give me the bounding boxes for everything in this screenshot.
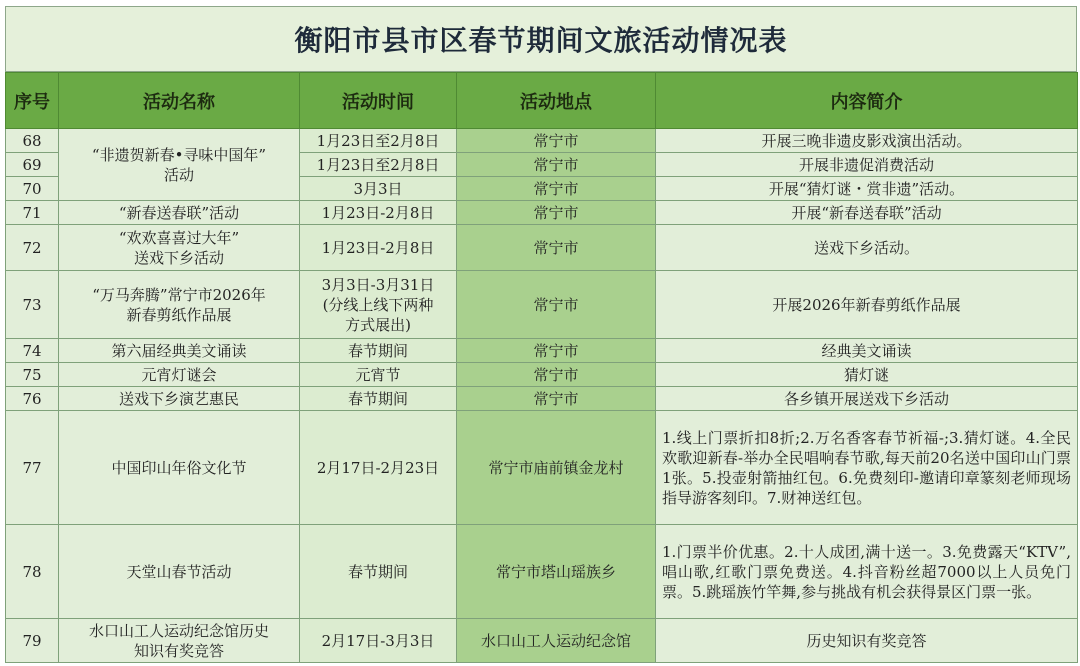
header-place: 活动地点 bbox=[457, 73, 656, 129]
row-name-line: 送戏下乡活动 bbox=[133, 248, 224, 267]
row-time-line: (分线上线下两种 bbox=[322, 295, 434, 314]
row-place: 常宁市 bbox=[457, 129, 656, 153]
row-id: 69 bbox=[6, 153, 59, 177]
row-id: 74 bbox=[6, 339, 59, 363]
row-time: 2月17日-2月23日 bbox=[300, 411, 457, 525]
row-id: 71 bbox=[6, 201, 59, 225]
table-row bbox=[6, 225, 1078, 271]
header-name: 活动名称 bbox=[59, 73, 300, 129]
row-place: 常宁市 bbox=[457, 201, 656, 225]
table-row bbox=[6, 339, 1078, 363]
row-name: 元宵灯谜会 bbox=[59, 363, 300, 387]
activity-table bbox=[5, 72, 1078, 663]
row-time-line: 方式展出) bbox=[345, 315, 411, 334]
row-name: 天堂山春节活动 bbox=[59, 525, 300, 619]
row-time: 春节期间 bbox=[300, 387, 457, 411]
row-id: 77 bbox=[6, 411, 59, 525]
row-id: 68 bbox=[6, 129, 59, 153]
row-time: 1月23日至2月8日 bbox=[300, 129, 457, 153]
row-time: 3月3日 bbox=[300, 177, 457, 201]
table-row bbox=[6, 271, 1078, 339]
table-row bbox=[6, 619, 1078, 663]
table-header-row bbox=[6, 73, 1078, 129]
table-row bbox=[6, 363, 1078, 387]
row-id: 70 bbox=[6, 177, 59, 201]
header-time: 活动时间 bbox=[300, 73, 457, 129]
row-name bbox=[59, 271, 300, 339]
row-place: 常宁市 bbox=[457, 387, 656, 411]
row-time: 1月23日-2月8日 bbox=[300, 225, 457, 271]
row-name-line: “欢欢喜喜过大年” bbox=[118, 228, 240, 247]
row-place: 常宁市塔山瑶族乡 bbox=[457, 525, 656, 619]
row-time: 2月17日-3月3日 bbox=[300, 619, 457, 663]
row-desc: 各乡镇开展送戏下乡活动 bbox=[656, 387, 1078, 411]
row-desc: 历史知识有奖竞答 bbox=[656, 619, 1078, 663]
row-name-line: 知识有奖竞答 bbox=[133, 641, 224, 660]
table-row bbox=[6, 411, 1078, 525]
row-name-line: “万马奔腾”常宁市2026年 bbox=[92, 285, 266, 304]
row-place: 常宁市 bbox=[457, 339, 656, 363]
row-id: 76 bbox=[6, 387, 59, 411]
row-place: 常宁市 bbox=[457, 225, 656, 271]
row-name: 第六届经典美文诵读 bbox=[59, 339, 300, 363]
header-desc: 内容简介 bbox=[656, 73, 1078, 129]
row-name-line: 水口山工人运动纪念馆历史 bbox=[88, 621, 269, 640]
row-time: 春节期间 bbox=[300, 525, 457, 619]
row-id: 75 bbox=[6, 363, 59, 387]
row-name: “新春送春联”活动 bbox=[59, 201, 300, 225]
row-time: 元宵节 bbox=[300, 363, 457, 387]
header-id: 序号 bbox=[6, 73, 59, 129]
row-name: 送戏下乡演艺惠民 bbox=[59, 387, 300, 411]
row-desc: 开展三晚非遗皮影戏演出活动。 bbox=[656, 129, 1078, 153]
row-desc: 开展非遗促消费活动 bbox=[656, 153, 1078, 177]
row-place: 常宁市 bbox=[457, 271, 656, 339]
row-name: 中国印山年俗文化节 bbox=[59, 411, 300, 525]
row-id: 79 bbox=[6, 619, 59, 663]
table-row bbox=[6, 129, 1078, 153]
row-desc: 1.门票半价优惠。2.十人成团,满十送一。3.免费露天“KTV”,唱山歌,红歌门票免费送。4.抖音粉丝超7000以上人员免门票。5.跳瑶族竹竿舞,参与挑战有机会获得景区门票一张。 bbox=[656, 525, 1078, 619]
row-name bbox=[59, 225, 300, 271]
row-place: 水口山工人运动纪念馆 bbox=[457, 619, 656, 663]
row-name bbox=[59, 619, 300, 663]
table-row bbox=[6, 525, 1078, 619]
row-name-line: “非遗贺新春•寻味中国年” bbox=[91, 145, 267, 164]
sheet bbox=[5, 6, 1077, 662]
row-id: 73 bbox=[6, 271, 59, 339]
row-time-line: 3月3日-3月31日 bbox=[321, 275, 435, 294]
row-desc: 开展“新春送春联”活动 bbox=[656, 201, 1078, 225]
row-desc: 经典美文诵读 bbox=[656, 339, 1078, 363]
row-id: 72 bbox=[6, 225, 59, 271]
row-name-merged bbox=[59, 129, 300, 201]
row-desc: 1.线上门票折扣8折;2.万名香客春节祈福-;3.猜灯谜。4.全民欢歌迎新春-举办全民唱响春节歌,每天前20名送中国印山门票1张。5.投壶射箭抽红包。6.免费刻印-邀请印章篆刻老师现场指导游客刻印。7.财神送红包。 bbox=[656, 411, 1078, 525]
table-row bbox=[6, 387, 1078, 411]
row-id: 78 bbox=[6, 525, 59, 619]
row-name-line: 新春剪纸作品展 bbox=[126, 305, 232, 324]
row-desc: 开展2026年新春剪纸作品展 bbox=[656, 271, 1078, 339]
row-time: 春节期间 bbox=[300, 339, 457, 363]
row-place: 常宁市 bbox=[457, 153, 656, 177]
row-place: 常宁市庙前镇金龙村 bbox=[457, 411, 656, 525]
row-name-line: 活动 bbox=[163, 165, 194, 184]
row-place: 常宁市 bbox=[457, 177, 656, 201]
row-place: 常宁市 bbox=[457, 363, 656, 387]
table-row bbox=[6, 201, 1078, 225]
row-time: 1月23日至2月8日 bbox=[300, 153, 457, 177]
page-title: 衡阳市县市区春节期间文旅活动情况表 bbox=[5, 6, 1077, 72]
row-time bbox=[300, 271, 457, 339]
row-time: 1月23日-2月8日 bbox=[300, 201, 457, 225]
row-desc: 开展“猜灯谜・赏非遗”活动。 bbox=[656, 177, 1078, 201]
row-desc: 猜灯谜 bbox=[656, 363, 1078, 387]
row-desc: 送戏下乡活动。 bbox=[656, 225, 1078, 271]
